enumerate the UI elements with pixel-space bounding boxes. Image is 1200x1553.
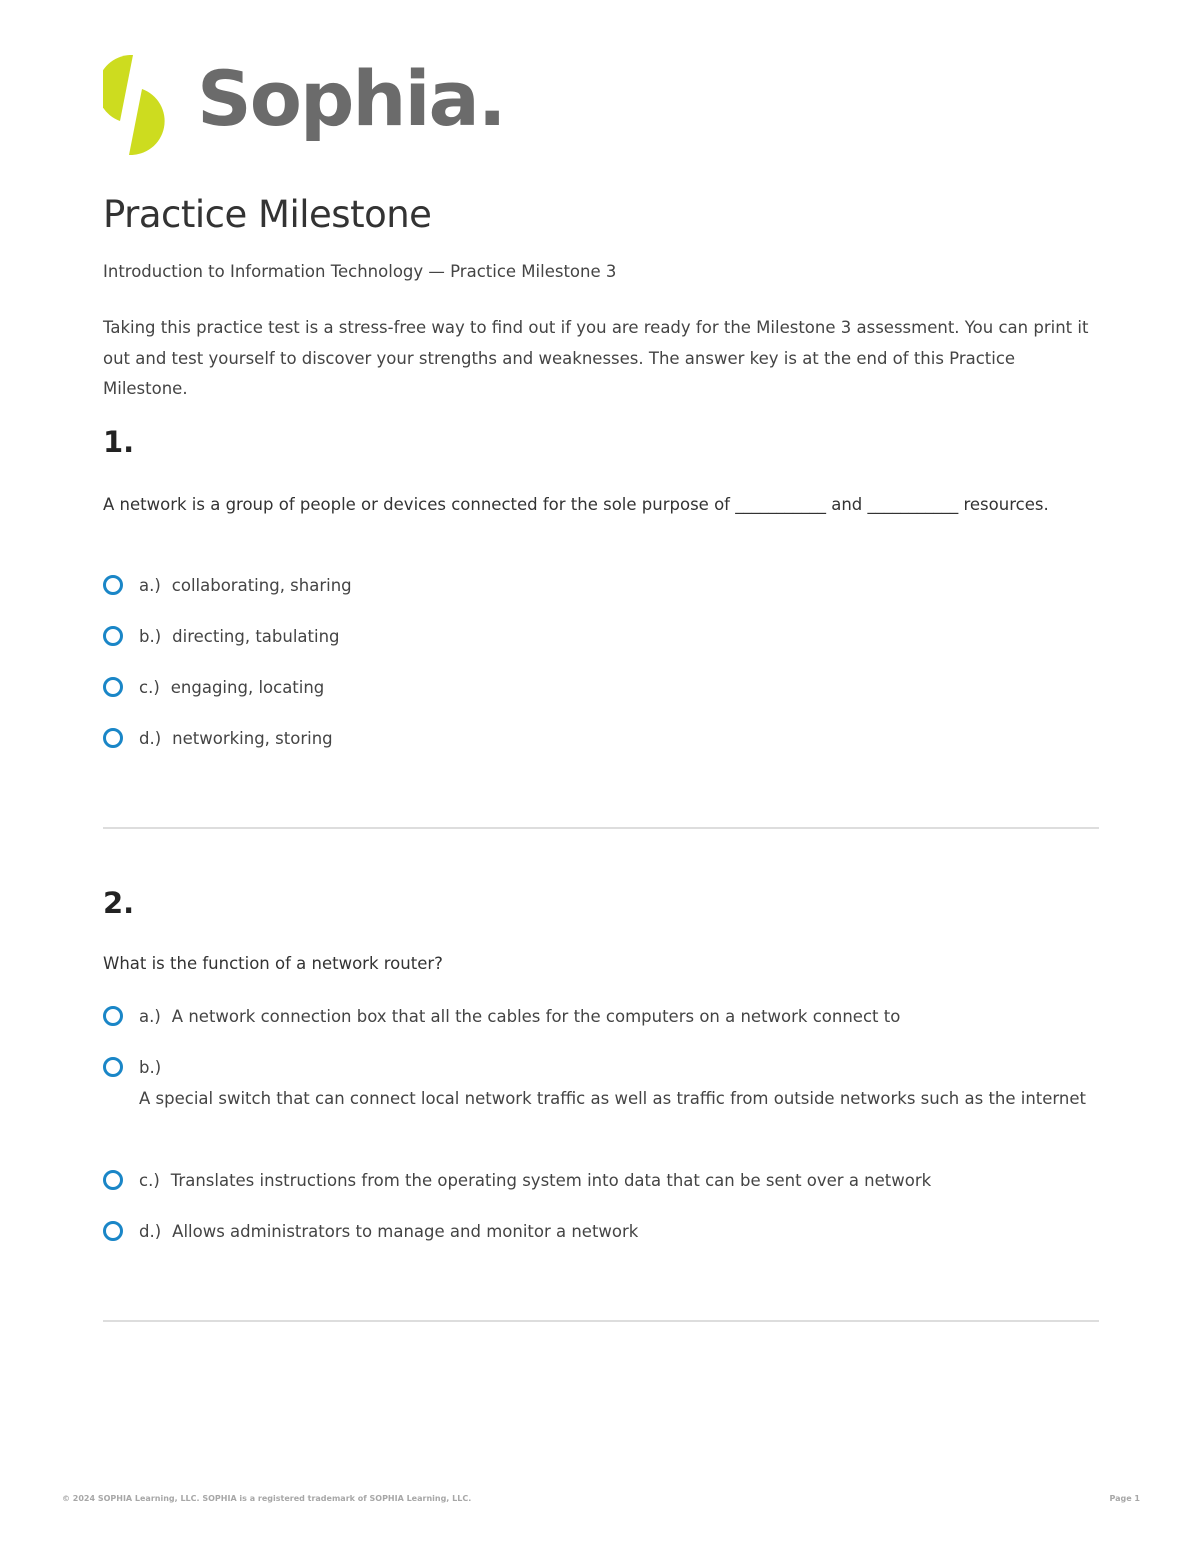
question-1-option-d[interactable] bbox=[103, 723, 1099, 754]
radio-icon[interactable] bbox=[103, 677, 123, 697]
sophia-logo bbox=[103, 55, 505, 155]
question-1-option-a[interactable] bbox=[103, 570, 1099, 601]
option-text: engaging, locating bbox=[170, 678, 325, 697]
option-letter: b.) bbox=[139, 627, 162, 646]
question-2-option-d[interactable] bbox=[103, 1216, 1099, 1247]
sophia-logo-mark-icon bbox=[103, 55, 173, 155]
radio-icon[interactable] bbox=[103, 1057, 123, 1077]
radio-icon[interactable] bbox=[103, 1221, 123, 1241]
intro-paragraph: Taking this practice test is a stress-free way to find out if you are ready for the Milestone 3 assessment. You can print it out and test yourself to discover your strengths and weaknesses. The answer key is at the end of this Practice Milestone. bbox=[103, 318, 1089, 398]
radio-icon[interactable] bbox=[103, 626, 123, 646]
option-letter: a.) bbox=[139, 1007, 161, 1026]
option-text: Allows administrators to manage and monitor a network bbox=[172, 1222, 639, 1241]
question-2-option-c[interactable] bbox=[103, 1165, 1099, 1196]
wordmark-dot: . bbox=[477, 54, 505, 143]
section-divider bbox=[103, 827, 1099, 829]
radio-icon[interactable] bbox=[103, 1170, 123, 1190]
course-subtitle: Introduction to Information Technology — Practice Milestone 3 bbox=[103, 262, 617, 281]
footer-page-number: Page 1 bbox=[1109, 1494, 1140, 1503]
option-text: A network connection box that all the cables for the computers on a network connect to bbox=[171, 1007, 901, 1026]
option-text: collaborating, sharing bbox=[171, 576, 352, 595]
option-text: networking, storing bbox=[172, 729, 333, 748]
option-letter: c.) bbox=[139, 1171, 160, 1190]
option-letter: d.) bbox=[139, 1222, 162, 1241]
radio-icon[interactable] bbox=[103, 1006, 123, 1026]
sophia-wordmark bbox=[197, 54, 505, 143]
radio-icon[interactable] bbox=[103, 575, 123, 595]
option-text: directing, tabulating bbox=[172, 627, 340, 646]
question-2-number: 2. bbox=[103, 886, 135, 920]
option-text: Translates instructions from the operating system into data that can be sent over a network bbox=[170, 1171, 932, 1190]
question-1-option-b[interactable] bbox=[103, 621, 1099, 652]
option-letter: a.) bbox=[139, 576, 161, 595]
page-title: Practice Milestone bbox=[103, 193, 432, 236]
wordmark-text: Sophia bbox=[197, 54, 478, 143]
option-letter: d.) bbox=[139, 729, 162, 748]
option-letter: b.) bbox=[139, 1058, 162, 1077]
question-2-option-a[interactable] bbox=[103, 1001, 1099, 1032]
question-2-option-b[interactable] bbox=[103, 1052, 1099, 1114]
question-2-text: What is the function of a network router? bbox=[103, 954, 443, 973]
radio-icon[interactable] bbox=[103, 728, 123, 748]
question-1-text: A network is a group of people or devices connected for the sole purpose of ___________ and ___________ resources. bbox=[103, 495, 1049, 514]
footer-copyright: © 2024 SOPHIA Learning, LLC. SOPHIA is a registered trademark of SOPHIA Learning, LLC. bbox=[62, 1494, 472, 1503]
question-1-number: 1. bbox=[103, 425, 135, 459]
section-divider bbox=[103, 1320, 1099, 1322]
question-1-option-c[interactable] bbox=[103, 672, 1099, 703]
option-text: A special switch that can connect local network traffic as well as traffic from outside networks such as the internet bbox=[139, 1089, 1087, 1108]
option-letter: c.) bbox=[139, 678, 160, 697]
